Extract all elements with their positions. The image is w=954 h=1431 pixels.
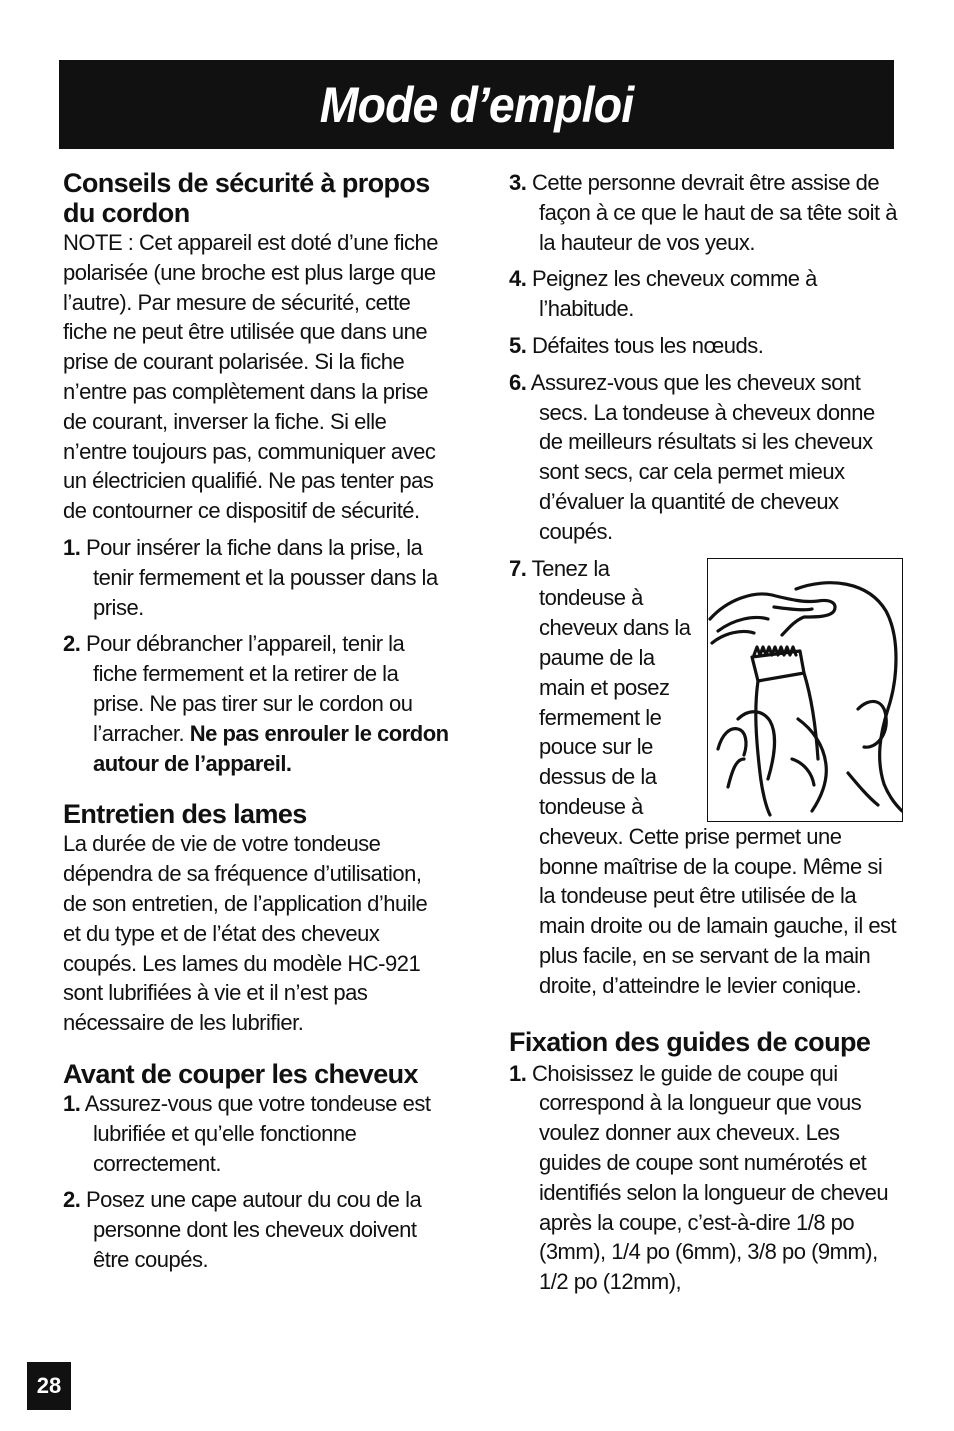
page-number: 28 bbox=[27, 1362, 71, 1410]
item-number: 2. bbox=[63, 631, 81, 657]
list-item bbox=[509, 368, 899, 547]
item-number: 1. bbox=[509, 1060, 527, 1086]
item-number: 6. bbox=[509, 369, 527, 395]
list-item bbox=[509, 168, 899, 257]
section-heading-cord: Conseils de sécurité à propos du cordon bbox=[63, 168, 430, 228]
list-item bbox=[63, 1089, 451, 1178]
section-heading-guides: Fixation des guides de coupe bbox=[509, 1026, 871, 1057]
section-heading-before: Avant de couper les cheveux bbox=[63, 1058, 418, 1089]
item-text: Cette personne devrait être assise de façon à ce que le haut de sa tête soit à la hauteur de vos yeux. bbox=[531, 170, 897, 255]
item-number: 1. bbox=[63, 534, 81, 560]
left-column bbox=[63, 168, 451, 1275]
item-text: Peignez les cheveux comme à l’habitude. bbox=[531, 266, 817, 322]
list-item bbox=[509, 264, 899, 324]
item-number: 7. bbox=[509, 555, 527, 581]
item-number: 4. bbox=[509, 266, 527, 292]
item-text: Assurez-vous que les cheveux sont secs. La tondeuse à cheveux donne de meilleurs résultats si les cheveux sont secs, car cela permet mieux d’évaluer la quantité de cheveux coupés. bbox=[530, 369, 875, 544]
item-text: Assurez-vous que votre tondeuse est lubrifiée et qu’elle fonctionne correctement. bbox=[84, 1090, 431, 1176]
item-number: 2. bbox=[63, 1187, 81, 1213]
item-number: 5. bbox=[509, 332, 527, 358]
page-title: Mode d’emploi bbox=[319, 76, 634, 133]
item-text: Défaites tous les nœuds. bbox=[531, 332, 764, 358]
item-number: 3. bbox=[509, 170, 527, 195]
right-column bbox=[509, 168, 899, 1297]
item-text: Choisissez le guide de coupe qui correspond à la longueur que vous voulez donner aux cheveux. Les guides de coupe sont numérotés et identifiés selon la longueur de cheveu après la coupe, c’est-à-dire 1/8 po (3mm), 1/4 po (6mm), 3/8 po (9mm), 1/2 po (12mm), bbox=[531, 1060, 889, 1295]
list-item bbox=[509, 554, 899, 1001]
list-item bbox=[63, 629, 451, 778]
haircut-illustration-icon bbox=[708, 559, 902, 821]
item-text: Posez une cape autour du cou de la personne dont les cheveux doivent être coupés. bbox=[85, 1187, 422, 1272]
item-warning: Ne pas enrouler le cordon autour de l’appareil. bbox=[93, 720, 449, 776]
item-number: 1. bbox=[63, 1090, 81, 1116]
title-banner bbox=[59, 60, 894, 149]
list-item bbox=[63, 533, 451, 622]
section-heading-blades: Entretien des lames bbox=[63, 799, 307, 830]
item-text: Tenez la tondeuse à cheveux dans la paume de la main et posez fermement le pouce sur le dessus de la tondeuse à cheveux. Cette prise permet une bonne maîtrise de la coupe. Même si la tondeuse peut être utilisée de la main droite ou de lamain gauche, il est plus facile, en se servant de la main droite, d’atteindre le levier conique. bbox=[531, 555, 897, 998]
list-item bbox=[509, 331, 899, 361]
item-text: Pour insérer la fiche dans la prise, la tenir fermement et la pousser dans la prise. bbox=[85, 534, 438, 620]
blades-text: La durée de vie de votre tondeuse dépendra de sa fréquence d’utilisation, de son entretien, de l’application d’huile et du type et de l’état des cheveux coupés. Les lames du modèle HC-921 sont lubrifiées à vie et il n’est pas nécessaire de les lubrifier. bbox=[63, 831, 428, 1036]
illustration-clipper-hold bbox=[707, 558, 903, 822]
item-text: Pour débrancher l’appareil, tenir la fiche fermement et la retirer de la prise. Ne pas tirer sur le cordon ou l’arracher. bbox=[85, 631, 413, 746]
cord-note: NOTE : Cet appareil est doté d’une fiche polarisée (une broche est plus large que l’autre). Par mesure de sécurité, cette fiche ne peut être utilisée que dans une prise de courant polarisée. Si la fiche n’entre pas complètement dans la prise de courant, inverser la fiche. Si elle n’entre toujours pas, communiquer avec un électricien qualifié. Ne pas tenter pas de contourner ce dispositif de sécurité. bbox=[63, 230, 438, 524]
list-item bbox=[63, 1185, 451, 1274]
list-item bbox=[509, 1059, 899, 1297]
